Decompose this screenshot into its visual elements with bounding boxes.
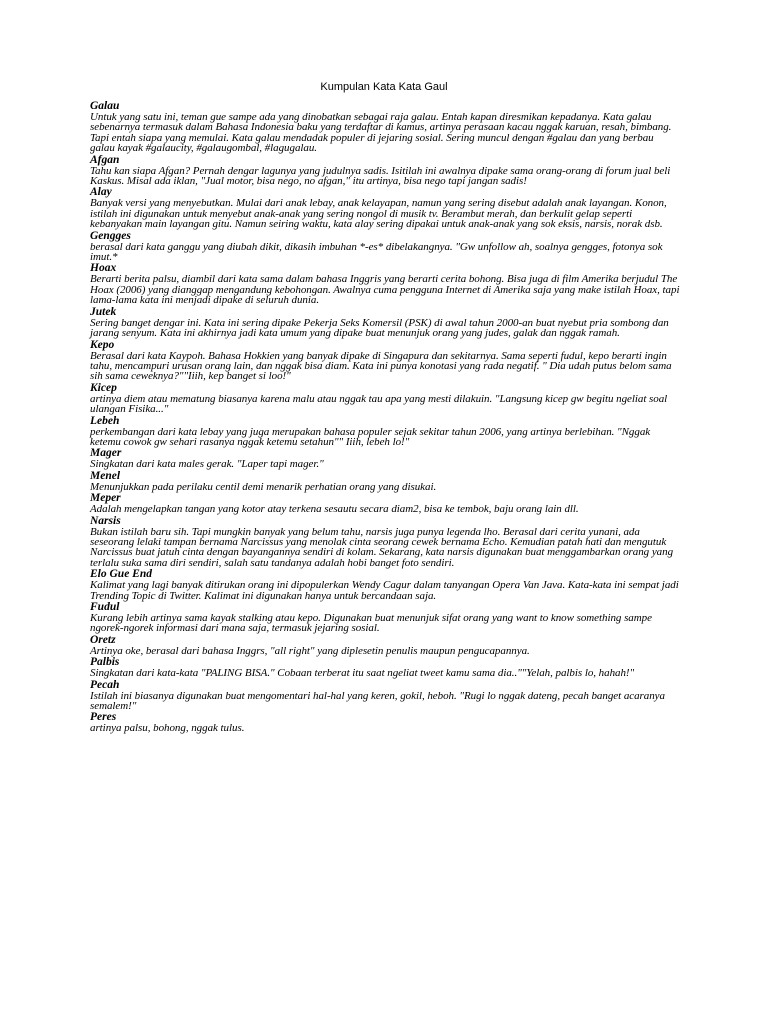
- entry-definition: Istilah ini biasanya digunakan buat mengomentari hal-hal yang keren, gokil, heboh. "Rugi lo nggak dateng, pecah banget acaranya semalem!": [90, 689, 665, 713]
- entry-term: Oretz: [90, 633, 116, 646]
- entry: [90, 186, 680, 229]
- entry-term: Mager: [90, 447, 122, 460]
- entry-term: Narsis: [90, 514, 121, 527]
- entry-definition: Singkatan dari kata-kata "PALING BISA." Cobaan terberat itu saat ngeliat tweet kamu sama dia..""Yelah, palbis lo, hahah!": [90, 667, 635, 680]
- entry: [90, 601, 680, 634]
- entry: [90, 634, 680, 656]
- entry: [90, 339, 680, 382]
- entry-definition: Banyak versi yang menyebutkan. Mulai dari anak lebay, anak kelayapan, namun yang sering disebut adalah anak layangan. Konon, istilah ini digunakan untuk menyebut anak-anak yang sering nongol di musik tv. Berambut merah, dan berkulit gelap seperti kebanyakan main layangan gitu. Namun seiring waktu, kata alay sering dipakai untuk anak-anak yang sok eksis, narsis, norak dsb.: [90, 197, 667, 231]
- entry-definition: Singkatan dari kata males gerak. "Laper tapi mager.": [90, 458, 324, 471]
- entry-definition: Kurang lebih artinya sama kayak stalking atau kepo. Digunakan buat menunjuk sifat orang yang want to know something sampe ngorek-ngorek informasi dari mana saja, termasuk jejaring sosial.: [90, 612, 652, 635]
- entry-definition: Adalah mengelapkan tangan yang kotor atay terkena sesautu secara diam2, bisa ke tembok, baju orang lain dll.: [90, 503, 579, 516]
- entry: [90, 568, 680, 601]
- entry: [90, 447, 680, 469]
- document-title: Kumpulan Kata Kata Gaul: [320, 81, 448, 93]
- entry-term: Hoax: [90, 262, 117, 275]
- entry-term: Lebeh: [90, 414, 120, 427]
- entry-definition: Kalimat yang lagi banyak ditirukan orang ini dipopulerkan Wendy Cagur dalam tanyangan Opera Van Java. Kata-kata ini sempat jadi Trending Topic di Twitter. Kalimat ini digunakan hanya untuk bercandaan saja.: [90, 579, 679, 602]
- entry-term: Alay: [90, 186, 112, 199]
- entry-definition: berasal dari kata ganggu yang diubah dikit, dikasih imbuhan *-es* dibelakangnya. "Gw unfollow ah, soalnya gengges, fotonya sok imut.*: [90, 240, 663, 264]
- entry-term: Meper: [90, 492, 121, 505]
- entry-term: Fudul: [90, 601, 120, 613]
- entry-term: Menel: [90, 469, 121, 482]
- entry-term: Kepo: [90, 338, 115, 351]
- entry: [90, 415, 680, 448]
- entry-definition: Tahu kan siapa Afgan? Pernah dengar lagunya yang judulnya sadis. Isitilah ini awalnya dipake sama orang-orang di forum jual beli Kaskus. Misal ada iklan, "Jual motor, bisa nego, no afgan," itu artinya, bisa nego tapi jangan sadis!: [90, 164, 671, 188]
- entry-term: Peres: [90, 711, 117, 724]
- entry: [90, 492, 680, 514]
- entry: [90, 154, 680, 187]
- entry: [90, 515, 680, 569]
- entry: [90, 470, 680, 492]
- entry-term: Elo Gue End: [90, 568, 152, 581]
- entry-term: Palbis: [90, 656, 120, 669]
- entry-definition: Untuk yang satu ini, teman gue sampe ada yang dinobatkan sebagai raja galau. Entah kapan diresmikan kepadanya. Kata galau sebenarnya termasuk dalam Bahasa Indonesia baku yang terdaftar di kamus, artinya perasaan kacau nggak karuan, resah, bimbang. Tapi entah siapa yang memulai. Kata galau mendadak populer di jejaring sosial. Sering muncul dengan #galau dan yang berbau galau kayak #galaucity, #galaugombal, #lagugalau.: [90, 111, 672, 155]
- entry-term: Jutek: [90, 305, 117, 318]
- entry-definition: artinya diem atau mematung biasanya karena malu atau nggak tau apa yang mesti dilakuin. "Langsung kicep gw begitu ngeliat soal ulangan Fisika...": [90, 392, 668, 416]
- entry: [90, 230, 680, 263]
- entry-definition: Berarti berita palsu, diambil dari kata sama dalam bahasa Inggris yang berarti cerita bohong. Bisa juga di film Amerika berjudul The Hoax (2006) yang dianggap mengandung kebohongan. Awalnya cuma pengguna Internet di Amerika saja yang make istilah Hoax, tapi lama-lama kata ini menjadi dipake di seluruh dunia.: [90, 273, 680, 307]
- entry: [90, 679, 680, 712]
- entry-term: Kicep: [90, 381, 117, 394]
- entry: [90, 100, 680, 154]
- entry-definition: Berasal dari kata Kaypoh. Bahasa Hokkien yang banyak dipake di Singapura dan sekitarnya. Sama seperti fudul, kepo berarti ingin tahu, mencampuri urusan orang lain, dan nggak bisa diam. Kata ini punya konotasi yang rada negatif. " Dia udah putus belom sama sih sama ceweknya?""Iiih, kep banget si loo!": [90, 349, 672, 383]
- entry-definition: Menunjukkan pada perilaku centil demi menarik perhatian orang yang disukai.: [90, 480, 437, 493]
- entry-definition: perkembangan dari kata lebay yang juga merupakan bahasa populer sejak sekitar tahun 2006, yang artinya berlebihan. "Nggak ketemu cowok gw sehari rasanya nggak ketemu setahun"" Iiih, lebeh lo!": [90, 425, 651, 448]
- entry: [90, 382, 680, 415]
- entry-term: Afgan: [90, 153, 120, 166]
- entry: [90, 711, 680, 733]
- entry-term: Galau: [90, 100, 120, 112]
- entry-definition: Sering banget dengar ini. Kata ini sering dipake Pekerja Seks Komersil (PSK) di awal tahun 2000-an buat nyebut pria sombong dan jarang senyum. Kata ini akhirnya jadi kata umum yang dipake buat menunjuk orang yang judes, galak dan nggak ramah.: [90, 316, 669, 340]
- entry: [90, 656, 680, 678]
- entry-definition: Artinya oke, berasal dari bahasa Inggrs, "all right" yang diplesetin penulis maupun pengucapannya.: [90, 644, 530, 657]
- entry-term: Gengges: [90, 229, 131, 242]
- entry: [90, 306, 680, 339]
- entries-list: [90, 100, 680, 734]
- entry-term: Pecah: [90, 678, 120, 691]
- entry-definition: Bukan istilah baru sih. Tapi mungkin banyak yang belum tahu, narsis juga punya legenda lho. Berasal dari cerita yunani, ada seseorang lelaki tampan bernama Narcissus yang menolak cinta seorang cewek bernama Echo. Kemudian patah hati dan mengutuk Narcissus buat jatuh cinta dengan bayangannya sendiri di kolam. Sekarang, kata narsis digunakan buat menggambarkan orang yang terlalu suka sama diri sendiri, salah satu tandanya adalah hobi banget foto sendiri.: [90, 525, 674, 569]
- entry-definition: artinya palsu, bohong, nggak tulus.: [90, 722, 245, 735]
- entry: [90, 262, 680, 305]
